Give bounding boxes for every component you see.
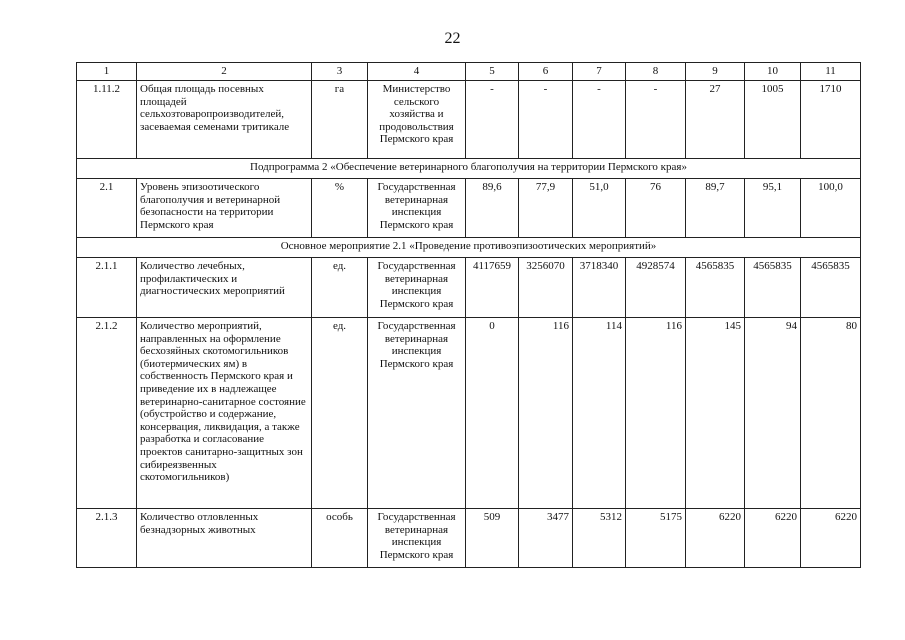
value-cell: 1710 [801,81,861,159]
row-number: 2.1.2 [77,318,137,509]
value-cell: 77,9 [519,179,573,238]
organization-cell: Государственная ветеринарная инспекция Пермского края [368,318,466,509]
value-cell: 0 [466,318,519,509]
row-number: 1.11.2 [77,81,137,159]
value-cell: 114 [573,318,626,509]
unit-cell: % [312,179,368,238]
header-cell: 11 [801,63,861,81]
subprogram-title: Подпрограмма 2 «Обеспечение ветеринарного благополучия на территории Пермского края» [77,159,861,179]
indicators-table [76,62,861,568]
indicator-name: Количество отловленных безнадзорных животных [137,509,312,568]
unit-cell: га [312,81,368,159]
value-cell: 4928574 [626,258,686,318]
header-row [77,63,861,81]
value-cell: 80 [801,318,861,509]
indicator-name: Количество мероприятий, направленных на оформление бесхозяйных скотомогильников (биотермических ям) в собственность Пермского края и приведение их в надлежащее ветеринарно-санитарное состояние (обустройство и содержание, консервация, ликвидация, а также разработка и согласование проектов санитарно-защитных зон сибиреязвенных скотомогильников) [137,318,312,509]
organization-cell: Государственная ветеринарная инспекция Пермского края [368,179,466,238]
value-cell: 89,7 [686,179,745,238]
value-cell: 89,6 [466,179,519,238]
value-cell: 51,0 [573,179,626,238]
value-cell: 95,1 [745,179,801,238]
table-row [77,258,861,318]
value-cell: 4565835 [686,258,745,318]
value-cell: 94 [745,318,801,509]
value-cell: 76 [626,179,686,238]
value-cell: 1005 [745,81,801,159]
value-cell: 3477 [519,509,573,568]
table-row [77,318,861,509]
row-number: 2.1.1 [77,258,137,318]
header-cell: 1 [77,63,137,81]
value-cell: 5312 [573,509,626,568]
value-cell: 4565835 [801,258,861,318]
header-cell: 5 [466,63,519,81]
value-cell: 5175 [626,509,686,568]
value-cell: 116 [626,318,686,509]
header-cell: 9 [686,63,745,81]
row-number: 2.1 [77,179,137,238]
header-cell: 3 [312,63,368,81]
indicator-name: Количество лечебных, профилактических и диагностических мероприятий [137,258,312,318]
value-cell: 145 [686,318,745,509]
indicator-name: Общая площадь посевных площадей сельхозтоваропроизводителей, засеваемая семенами тритикале [137,81,312,159]
value-cell: 116 [519,318,573,509]
unit-cell: ед. [312,258,368,318]
value-cell: 4117659 [466,258,519,318]
value-cell: 6220 [686,509,745,568]
header-cell: 10 [745,63,801,81]
indicator-name: Уровень эпизоотического благополучия и ветеринарной безопасности на территории Пермского края [137,179,312,238]
organization-cell: Государственная ветеринарная инспекция Пермского края [368,509,466,568]
header-cell: 6 [519,63,573,81]
value-cell: - [466,81,519,159]
organization-cell: Государственная ветеринарная инспекция Пермского края [368,258,466,318]
organization-cell: Министерство сельского хозяйства и продовольствия Пермского края [368,81,466,159]
value-cell: 6220 [745,509,801,568]
value-cell: 4565835 [745,258,801,318]
value-cell: 27 [686,81,745,159]
header-cell: 7 [573,63,626,81]
value-cell: 3718340 [573,258,626,318]
table-row [77,509,861,568]
header-cell: 4 [368,63,466,81]
header-cell: 2 [137,63,312,81]
table-row [77,179,861,238]
main-activity-title: Основное мероприятие 2.1 «Проведение противоэпизоотических мероприятий» [77,238,861,258]
row-number: 2.1.3 [77,509,137,568]
value-cell: 3256070 [519,258,573,318]
unit-cell: особь [312,509,368,568]
table-row [77,81,861,159]
header-cell: 8 [626,63,686,81]
value-cell: 100,0 [801,179,861,238]
unit-cell: ед. [312,318,368,509]
value-cell: 6220 [801,509,861,568]
value-cell: - [519,81,573,159]
value-cell: 509 [466,509,519,568]
value-cell: - [573,81,626,159]
section-row [77,159,861,179]
section-row [77,238,861,258]
page-number: 22 [444,30,461,47]
value-cell: - [626,81,686,159]
